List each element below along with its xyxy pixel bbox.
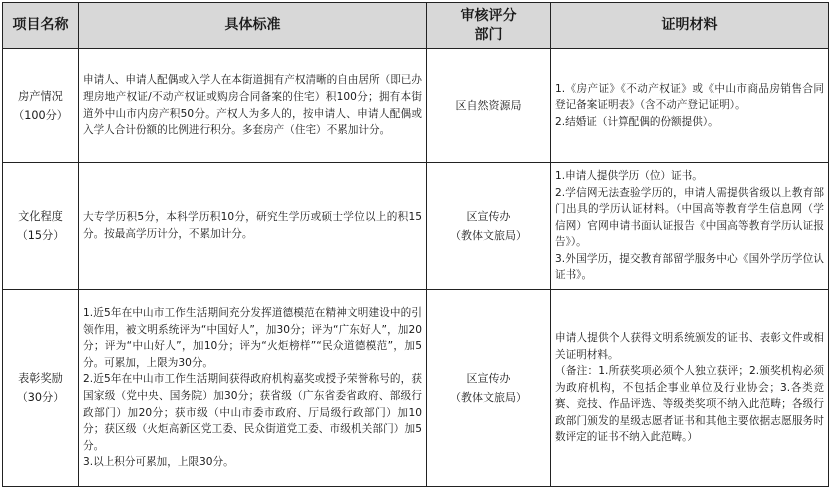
standard-cell xyxy=(79,290,427,487)
proof-item: 申请人提供个人获得文明系统颁发的证书、表彰文件或相关证明材料。 xyxy=(555,331,824,361)
department-name: 区自然资源局 xyxy=(455,99,522,112)
department-cell xyxy=(427,290,551,487)
category-score: （15分） xyxy=(16,229,65,242)
category-name: 表彰奖励 xyxy=(18,372,63,385)
table-row-education xyxy=(3,163,829,290)
proof-item: 2.结婚证（计算配偶的份额提供）。 xyxy=(555,115,719,128)
proof-cell xyxy=(551,290,829,487)
category-cell xyxy=(3,49,79,163)
standard-text: 大专学历积5分，本科学历积10分，研究生学历或硕士学位以上的积15分。按最高学历计分，不累加计分。 xyxy=(83,211,422,240)
department-name-sub: （教体文旅局） xyxy=(450,229,527,242)
category-score: （30分） xyxy=(16,391,65,404)
proof-item: 3.外国学历，提交教育部留学服务中心《国外学历学位认证书》。 xyxy=(555,252,824,282)
category-cell xyxy=(3,163,79,290)
department-cell xyxy=(427,163,551,290)
department-name: 区宣传办 xyxy=(466,210,511,223)
proof-note: （备注：1.所获奖项必须个人独立获评；2.颁奖机构必须为政府机构，不包括企事业单位及行业协会；3.各类竞赛、竞技、作品评选、等级类奖项不纳入此范畴；各级行政部门颁发的星级志愿者证书和其他主要依据志愿服务时数评定的证书不纳入此范畴。） xyxy=(555,365,824,444)
proof-item: 1.《房产证》《不动产权证》或《中山市商品房销售合同登记备案证明表》（含不动产登记证明）。 xyxy=(555,82,824,112)
table-row-awards xyxy=(3,290,829,487)
proof-cell xyxy=(551,49,829,163)
table-header-row xyxy=(3,3,829,49)
header-standard: 具体标准 xyxy=(79,3,427,49)
header-review-department xyxy=(427,3,551,49)
table-row-housing xyxy=(3,49,829,163)
category-score: （100分） xyxy=(13,108,68,122)
proof-item: 1.申请人提供学历（位）证书。 xyxy=(555,169,703,182)
category-name: 房产情况 xyxy=(18,89,63,103)
proof-item: 2.学信网无法查验学历的，申请人需提供省级以上教育部门出具的学历认证材料。（中国高等教育学生信息网（学信网）官网申请书面认证报告《中国高等教育学历认证报告》）。 xyxy=(555,186,824,249)
department-cell xyxy=(427,49,551,163)
standard-item: 1.近5年在中山市工作生活期间充分发挥道德模范在精神文明建设中的引领作用，被文明系统评为“中国好人”，加30分；评为“广东好人”，加20分；评为“中山好人”，加10分；评为“火炬榜样”“民众道德模范”，加5分。可累加，上限为30分。 xyxy=(83,307,422,369)
standard-cell xyxy=(79,49,427,163)
header-proof-materials: 证明材料 xyxy=(551,3,829,49)
points-criteria-table xyxy=(2,2,829,487)
proof-cell xyxy=(551,163,829,290)
department-name: 区宣传办 xyxy=(466,372,511,385)
category-cell xyxy=(3,290,79,487)
standard-text: 申请人、申请人配偶或入学人在本街道拥有产权清晰的自由居所（即已办理房地产权证/不动产权证或购房合同备案的住宅）积100分；拥有本街道外中山市内房产积50分。产权人为多人的，按申请人、申请人配偶或入学人合计份额的比例进行积分。多套房产（住宅）不累加计分。 xyxy=(83,74,422,137)
category-name: 文化程度 xyxy=(18,210,63,223)
header-review-department-line2: 部门 xyxy=(474,26,503,43)
department-name-sub: （教体文旅局） xyxy=(450,391,527,404)
standard-item: 2.近5年在中山市工作生活期间获得政府机构嘉奖或授予荣誉称号的，获国家级（党中央、国务院）加30分；获省级（广东省委省政府、部级行政部门）加20分；获市级（中山市委市政府、厅局级行政部门）加10分；获区级（火炬高新区党工委、民众街道党工委、市级机关部门）加5分。 xyxy=(83,373,422,452)
standard-cell xyxy=(79,163,427,290)
header-item-name: 项目名称 xyxy=(3,3,79,49)
standard-item: 3.以上积分可累加，上限30分。 xyxy=(83,456,234,469)
header-review-department-line1: 审核评分 xyxy=(460,7,517,24)
